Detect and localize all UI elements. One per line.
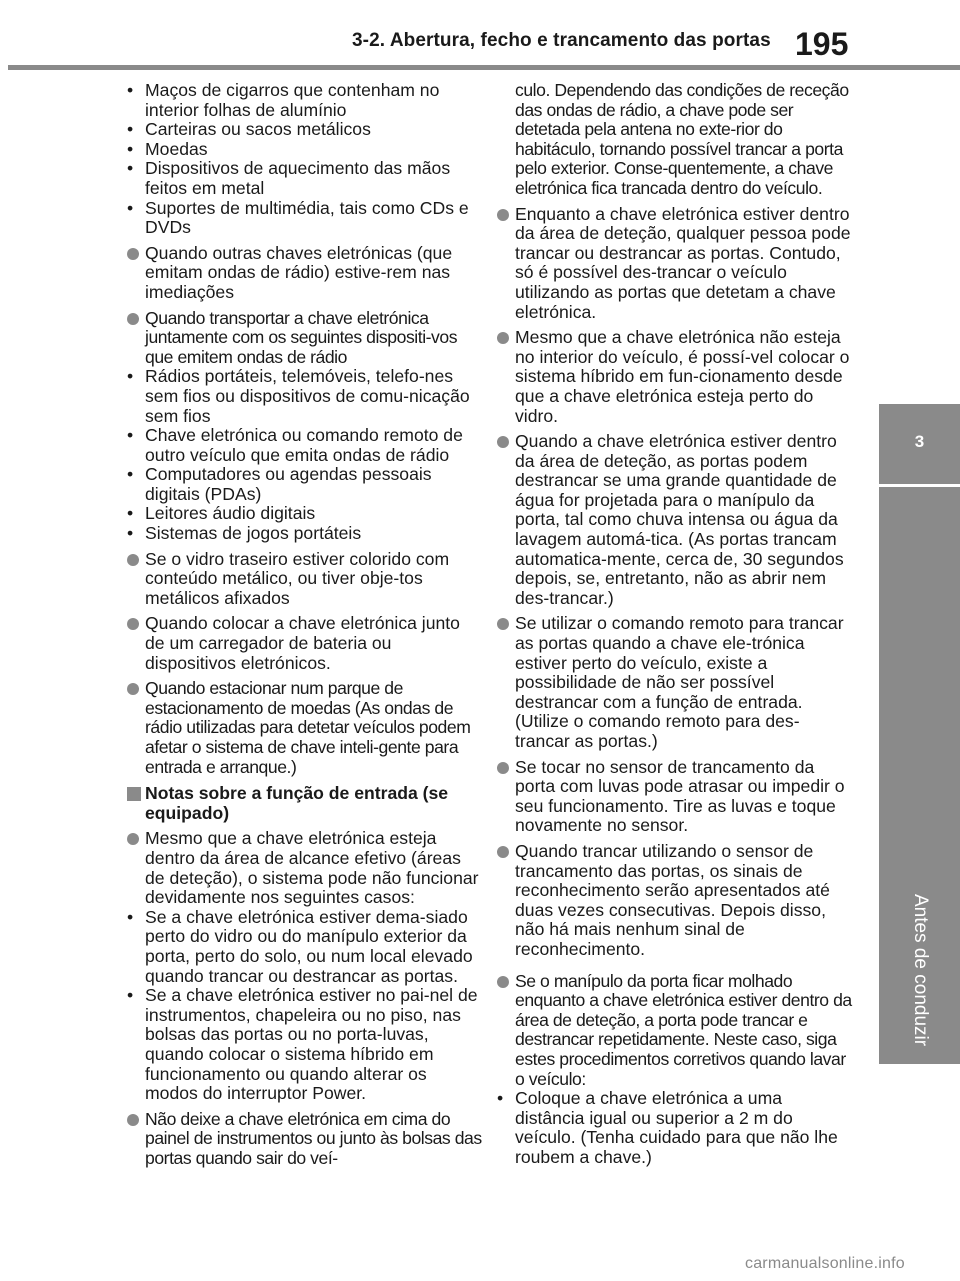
note-text: Quando transportar a chave eletrónica juntamente com os seguintes dispositi-vos que emitem ondas de rádio <box>145 307 458 367</box>
list-item: • Computadores ou agendas pessoais digitais (PDAs) <box>127 465 482 504</box>
continued-paragraph: culo. Dependendo das condições de receção das ondas de rádio, a chave pode ser detetada pela antena no exte-rior do habitáculo, tornando possível trancar a porta pelo exterior. Conse-quentemente, a chave eletrónica fica trancada dentro do veículo. <box>515 80 849 198</box>
note-text: Se o vidro traseiro estiver colorido com conteúdo metálico, ou tiver obje-tos metálicos afixados <box>145 548 450 608</box>
list-item: • Leitores áudio digitais <box>127 504 482 524</box>
list-item: • Maços de cigarros que contenham no interior folhas de alumínio <box>127 81 482 120</box>
left-column <box>127 81 482 1168</box>
note-text: Mesmo que a chave eletrónica não esteja no interior do veículo, é possí-vel colocar o sistema híbrido em fun-cionamento desde que a chave eletrónica esteja perto do vidro. <box>515 327 850 426</box>
note-item <box>127 679 482 777</box>
note-item <box>497 842 852 960</box>
list-item: • Dispositivos de aquecimento das mãos feitos em metal <box>127 159 482 198</box>
note-item <box>127 829 482 907</box>
note-item <box>497 758 852 836</box>
subsection-heading <box>127 784 482 823</box>
note-item <box>127 244 482 303</box>
list-item: • Se a chave eletrónica estiver no pai-nel de instrumentos, chapeleira ou no piso, nas bolsas das portas ou no porta-luvas, quando colocar o sistema híbrido em funcionamento ou quando alterar os modos do interruptor Power. <box>127 986 482 1104</box>
note-item <box>127 550 482 609</box>
heading-square-icon <box>127 787 141 801</box>
note-text: Quando colocar a chave eletrónica junto de um carregador de bateria ou dispositivos eletrónicos. <box>145 613 460 673</box>
note-text: Se utilizar o comando remoto para trancar as portas quando a chave ele-trónica estiver perto do veículo, existe a possibilidade de não ser possível destrancar com a função de entrada. (Utilize o comando remoto para des-trancar as portas.) <box>515 613 844 751</box>
chapter-tab-divider <box>879 484 960 487</box>
bullet-circle-icon <box>127 833 139 845</box>
list-item: • Suportes de multimédia, tais como CDs e DVDs <box>127 199 482 238</box>
bullet-circle-icon <box>127 618 139 630</box>
list-item: • Sistemas de jogos portáteis <box>127 524 482 544</box>
note-item <box>497 328 852 426</box>
bullet-circle-icon <box>127 313 139 325</box>
note-item <box>127 1110 482 1169</box>
note-item <box>127 614 482 673</box>
list-item: • Rádios portáteis, telemóveis, telefo-nes sem fios ou dispositivos de comu-nicação sem fios <box>127 367 482 426</box>
note-item <box>497 205 852 323</box>
list-item: • Coloque a chave eletrónica a uma distância igual ou superior a 2 m do veículo. (Tenha cuidado para que não lhe roubem a chave.) <box>497 1089 852 1167</box>
note-text: Se tocar no sensor de trancamento da porta com luvas pode atrasar ou impedir o seu funcionamento. Tire as luvas e toque novamente no sensor. <box>515 756 845 836</box>
list-item: • Carteiras ou sacos metálicos <box>127 120 482 140</box>
bullet-circle-icon <box>497 332 509 344</box>
chapter-number: 3 <box>914 432 925 451</box>
list-item: • Moedas <box>127 140 482 160</box>
note-text: Não deixe a chave eletrónica em cima do painel de instrumentos ou junto às bolsas das portas quando sair do veí- <box>145 1108 482 1168</box>
note-text: Quando trancar utilizando o sensor de trancamento das portas, os sinais de reconhecimento serão apresentados até duas vezes consecutivas. Depois disso, não há mais nenhum sinal de reconhecimento. <box>515 840 830 959</box>
section-title: 3-2. Abertura, fecho e trancamento das portas <box>352 30 771 51</box>
bullet-circle-icon <box>497 846 509 858</box>
note-text: Mesmo que a chave eletrónica esteja dentro da área de alcance efetivo (áreas de deteção), o sistema pode não funcionar devidamente nos seguintes casos: <box>145 828 479 908</box>
page-number: 195 <box>795 26 849 62</box>
heading-text: Notas sobre a função de entrada (se equipado) <box>145 783 449 823</box>
note-item <box>127 309 482 368</box>
note-text: Enquanto a chave eletrónica estiver dentro da área de deteção, qualquer pessoa pode trancar ou destrancar as portas. Contudo, só é possível des-trancar o veículo utilizando as portas que detetam a chave eletrónica. <box>515 203 851 322</box>
bullet-circle-icon <box>497 618 509 630</box>
note-item <box>497 614 852 751</box>
note-item <box>497 972 852 1090</box>
watermark-text: carmanualsonline.info <box>745 1255 905 1272</box>
bullet-circle-icon <box>127 1114 139 1126</box>
list-item: • Se a chave eletrónica estiver dema-siado perto do vidro ou do manípulo exterior da porta, perto do solo, ou num local elevado quando trancar ou destrancar as portas. <box>127 908 482 986</box>
bullet-circle-icon <box>497 436 509 448</box>
list-item: • Chave eletrónica ou comando remoto de outro veículo que emita ondas de rádio <box>127 426 482 465</box>
header-rule <box>8 65 960 70</box>
bullet-circle-icon <box>497 762 509 774</box>
bullet-circle-icon <box>497 976 509 988</box>
bullet-circle-icon <box>127 248 139 260</box>
chapter-title: Antes de conduzir <box>910 894 931 1047</box>
right-column <box>497 81 852 1167</box>
note-text: Quando outras chaves eletrónicas (que emitam ondas de rádio) estive-rem nas imediações <box>145 242 453 302</box>
chapter-tab <box>879 404 960 1064</box>
note-text: Quando a chave eletrónica estiver dentro da área de deteção, as portas podem destrancar se uma grande quantidade de água for projetada para o manípulo da porta, tal como chuva intensa ou água da lavagem automá-tica. (As portas trancam automatica-mente, cerca de, 30 segundos depois, se, entretanto, não as abrir nem des-trancar.) <box>515 431 844 608</box>
note-text: Se o manípulo da porta ficar molhado enquanto a chave eletrónica estiver dentro da área de deteção, a porta pode trancar e destrancar repetidamente. Neste caso, siga estes procedimentos corretivos quando lavar o veículo: <box>515 970 852 1089</box>
note-text: Quando estacionar num parque de estacionamento de moedas (As ondas de rádio utilizadas para detetar veículos podem afetar o sistema de chave inteli-gente para entrada e arranque.) <box>145 678 471 777</box>
bullet-circle-icon <box>127 554 139 566</box>
bullet-circle-icon <box>497 209 509 221</box>
bullet-circle-icon <box>127 683 139 695</box>
note-item <box>497 432 852 608</box>
